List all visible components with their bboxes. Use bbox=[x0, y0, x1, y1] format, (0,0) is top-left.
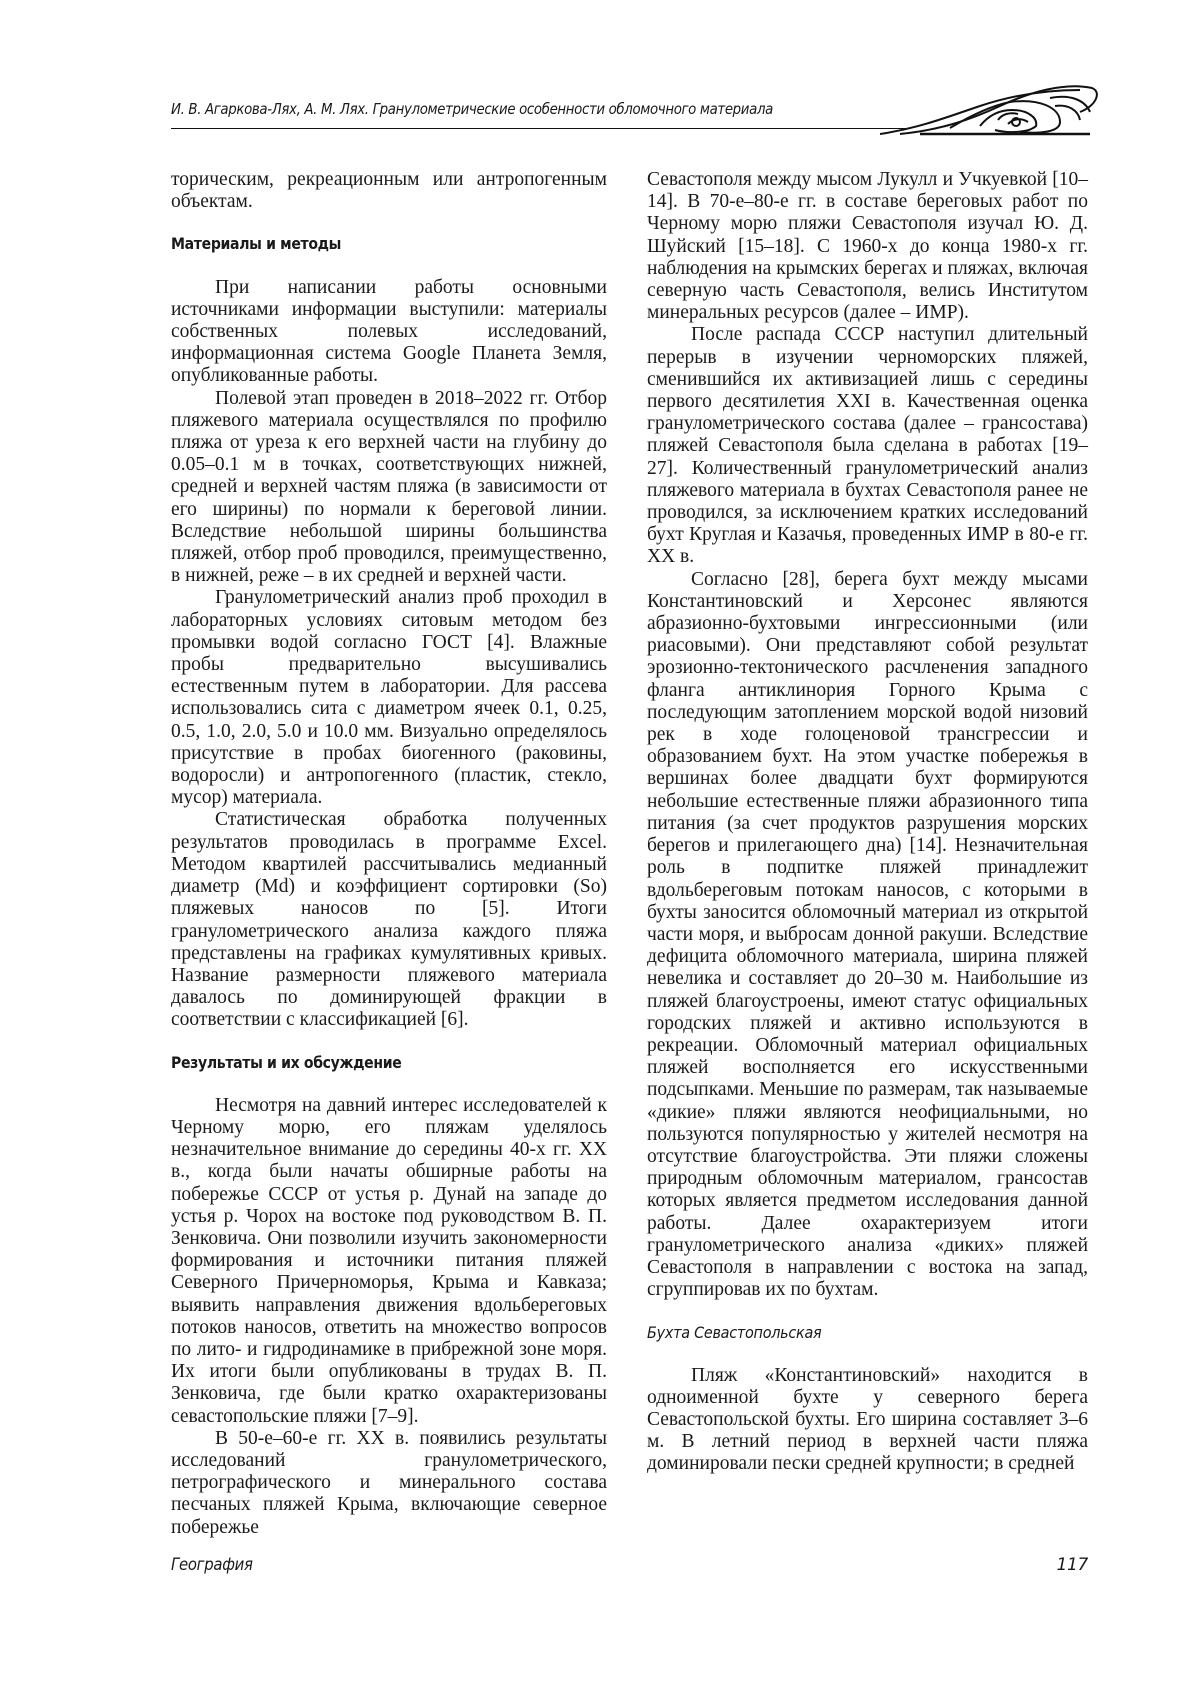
body-paragraph: В 50-е–60-е гг. XX в. появились результаты исследований гранулометрического, петрографического и минерального состава песчаных пляжей Крыма, включающие северное побережье bbox=[171, 1427, 607, 1538]
body-paragraph: Гранулометрический анализ проб проходил в лабораторных условиях ситовым методом без промывки водой согласно ГОСТ [4]. Влажные пробы предварительно высушивались естественным путем в лаборатории. Для рассева использовались сита с диаметром ячеек 0.1, 0.25, 0.5, 1.0, 2.0, 5.0 и 10.0 мм. Визуально определялось присутствие в пробах биогенного (раковины, водоросли) и антропогенного (пластик, стекло, мусор) материала. bbox=[171, 587, 607, 809]
footer-section-name: География bbox=[171, 1555, 253, 1574]
section-heading-materials-methods: Материалы и методы bbox=[171, 234, 342, 254]
section-heading-results: Результаты и их обсуждение bbox=[171, 1052, 402, 1072]
body-paragraph: После распада СССР наступил длительный перерыв в изучении черноморских пляжей, сменившийся их активизацией лишь с середины первого десятилетия XXI в. Качественная оценка гранулометрического состава (далее – грансостава) пляжей Севастополя была сделана в работах [19–27]. Количественный гранулометрический анализ пляжевого материала в бухтах Севастополя ранее не проводился, за исключением кратких исследований бухт Круглая и Казачья, проведенных ИМР в 80-е гг. XX в. bbox=[647, 324, 1088, 568]
body-paragraph: Статистическая обработка полученных результатов проводилась в программе Excel. Методом квартилей рассчитывались медианный диаметр (Md) и коэффициент сортировки (So) пляжевых наносов по [5]. Итоги гранулометрического анализа каждого пляжа представлены на графиках кумулятивных кривых. Название размерности пляжевого материала давалось по доминирующей фракции в соответствии с классификацией [6]. bbox=[171, 809, 607, 1031]
left-column bbox=[171, 169, 607, 1539]
header-rule bbox=[171, 128, 911, 129]
body-paragraph: Согласно [28], берега бухт между мысами Константиновский и Херсонес являются абразионно-бухтовыми ингрессионными (или риасовыми). Они представляют собой результат эрозионно-тектонического расчленения западного фланга антиклинория Горного Крыма с последующим затоплением морской водой низовий рек в ходе голоценовой трансгрессии и образованием бухт. На этом участке побережья в вершинах более двадцати бухт формируются небольшие естественные пляжи абразионного типа питания (за счет продуктов разрушения морских берегов и прилегающего дна) [14]. Незначительная роль в подпитке пляжей принадлежит вдольбереговым потокам наносов, с которыми в бухты заносится обломочный материал из открытой части моря, и выбросам донной ракуши. Вследствие дефицита обломочного материала, ширина пляжей невелика и составляет до 20–30 м. Наибольшие из пляжей благоустроены, имеют статус официальных городских пляжей и активно используются в рекреации. Обломочный материал официальных пляжей восполняется его искусственными подсыпками. Меньшие по размерам, так называемые «дикие» пляжи являются неофициальными, но пользуются популярностью у жителей несмотря на отсутствие благоустройства. Эти пляжи сложены природным обломочным материалом, грансостав которых является предметом исследования данной работы. Далее охарактеризуем итоги гранулометрического анализа «диких» пляжей Севастополя в направлении с востока на запад, сгруппировав их по бухтам. bbox=[647, 568, 1088, 1301]
art-nouveau-ornament-icon bbox=[880, 76, 1100, 138]
page-number: 117 bbox=[1056, 1555, 1088, 1575]
body-paragraph: Полевой этап проведен в 2018–2022 гг. Отбор пляжевого материала осуществлялся по профилю пляжа от уреза к его верхней части на глубину до 0.05–0.1 м в точках, соответствующих нижней, средней и верхней частям пляжа (в зависимости от его ширины) по нормали к береговой линии. Вследствие небольшой ширины большинства пляжей, отбор проб проводился, преимущественно, в нижней, реже – в их средней и верхней части. bbox=[171, 387, 607, 587]
continuation-paragraph: Севастополя между мысом Лукулл и Учкуевкой [10–14]. В 70-е–80-е гг. в составе береговых работ по Черному морю пляжи Севастополя изучал Ю. Д. Шуйский [15–18]. С 1960-х до конца 1980-х гг. наблюдения на крымских берегах и пляжах, включая северную часть Севастополя, велись Институтом минеральных ресурсов (далее – ИМР). bbox=[647, 169, 1088, 324]
right-column bbox=[647, 169, 1088, 1476]
body-paragraph: Несмотря на давний интерес исследователей к Черному морю, его пляжам уделялось незначительное внимание до середины 40-х гг. XX в., когда были начаты обширные работы на побережье СССР от устья р. Дунай на западе до устья р. Чорох на востоке под руководством В. П. Зенковича. Они позволили изучить закономерности формирования и источники питания пляжей Северного Причерноморья, Крыма и Кавказа; выявить направления движения вдольбереговых потоков наносов, ответить на множество вопросов по лито- и гидродинамике в прибрежной зоне моря. Их итоги были опубликованы в трудах В. П. Зенковича, где были кратко охарактеризованы севастопольские пляжи [7–9]. bbox=[171, 1094, 607, 1427]
body-paragraph: Пляж «Константиновский» находится в одноименной бухте у северного берега Севастопольской бухты. Его ширина составляет 3–6 м. В летний период в верхней части пляжа доминировали пески средней крупности; в средней bbox=[647, 1364, 1088, 1475]
running-head: И. В. Агаркова-Лях, А. М. Лях. Гранулометрические особенности обломочного материала bbox=[171, 100, 773, 118]
body-paragraph: При написании работы основными источниками информации выступили: материалы собственных полевых исследований, информационная система Google Планета Земля, опубликованные работы. bbox=[171, 276, 607, 387]
intro-tail-paragraph: торическим, рекреационным или антропогенным объектам. bbox=[171, 169, 607, 213]
subsection-heading-sevastopol-bay: Бухта Севастопольская bbox=[647, 1323, 822, 1343]
